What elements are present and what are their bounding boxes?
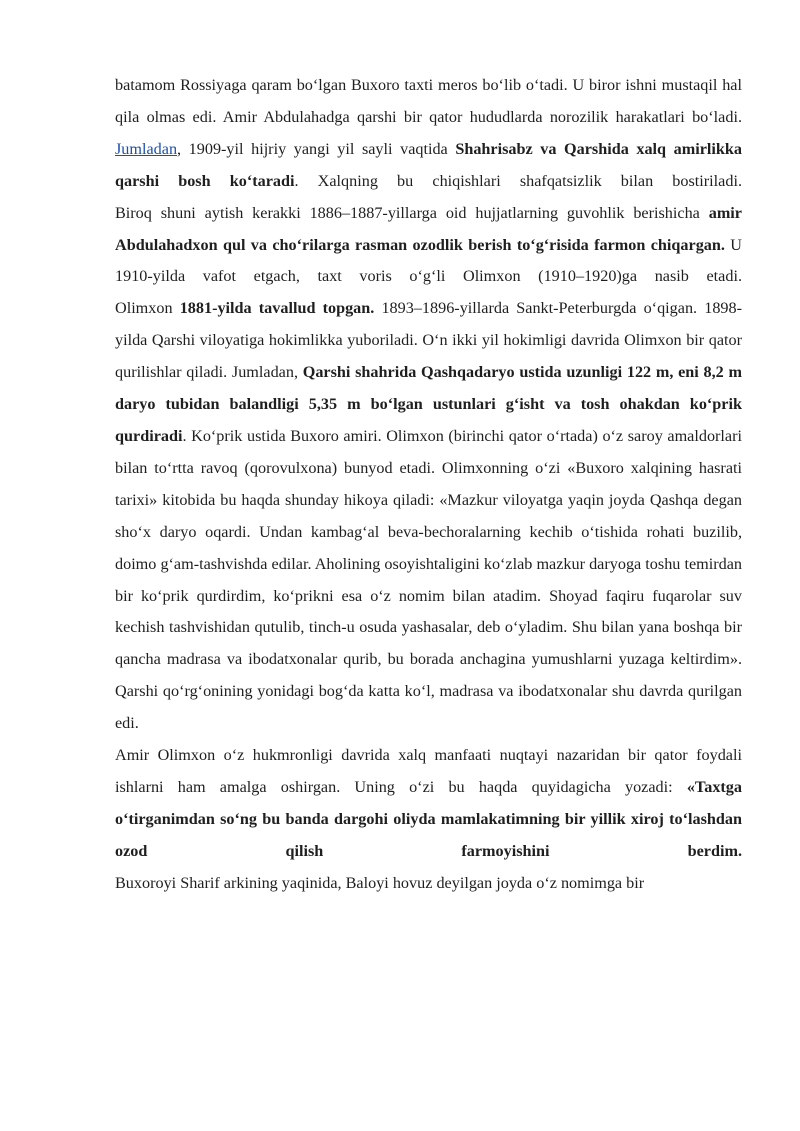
text-run: Amir Olimxon oʻz hukmronligi davrida xalq manfaati nuqtayi nazaridan bir qator foydali ishlarni ham amalga oshirgan. Uning oʻzi bu haqda quyidagicha yozadi: [115, 746, 742, 796]
bold-text: 1881-yilda tavallud topgan. [179, 299, 375, 318]
text-run: Buxoroyi Sharif arkining yaqinida, Baloyi hovuz deyilgan joyda oʻz nomimga bir [115, 873, 645, 892]
text-run: . Koʻprik ustida Buxoro amiri. Olimxon (birinchi qator oʻrtada) oʻz saroy amaldorlari bilan toʻrtta ravoq (qorovulxona) bunyod etadi. Olimxonning oʻzi «Buxoro xalqining hasrati tarixi» kitobida bu haqda shunday hikoya qiladi: «Mazkur viloyatga yaqin joyda Qashqa degan shoʻx daryo oqardi. Undan kambagʻal beva-bechoralarning kechib oʻtishida rohati buzilib, doimo gʻam-tashvishda edilar. Aholining osoyishtaligini koʻzlab mazkur daryoga toshu temirdan bir koʻprik qurdirdim, koʻprikni esa oʻz nomim bilan atadim. Shoyad faqiru fuqarolar suv kechish tashvishidan qutulib, tinch-u osuda yashasalar, deb oʻyladim. Shu bilan yana boshqa bir qancha madrasa va ibodatxonalar qurib, bu borada anchagina yumushlarni yuzaga keltirdim». Qarshi qoʻrgʻonining yonidagi bogʻda katta koʻl, madrasa va ibodatxonalar shu davrda qurilgan edi. [115, 426, 742, 733]
paragraph-1 [115, 70, 742, 198]
bold-text: amir Abdulahadxon qul va choʻrilarga rasman ozodlik berish toʻgʻrisida farmon chiqargan. [115, 203, 742, 254]
paragraph-5 [115, 868, 742, 900]
text-run: . Xalqning bu chiqishlari shafqatsizlik bilan bostiriladi. [294, 171, 742, 190]
text-run: Biroq shuni aytish kerakki 1886–1887-yillarga oid hujjatlarning guvohlik berishicha [115, 203, 709, 222]
bold-text: Shahrisabz va Qarshida xalq amirlikka qarshi bosh koʻtaradi [115, 139, 742, 190]
text-run: , 1909-yil hijriy yangi yil sayli vaqtida [177, 139, 456, 158]
text-run: 1893–1896-yillarda Sankt-Peterburgda oʻqigan. 1898-yilda Qarshi viloyatiga hokimlikka yuboriladi. Oʻn ikki yil hokimligi davrida Olimxon bir qator qurilishlar qiladi. Jumladan, [115, 299, 742, 382]
paragraph-2 [115, 198, 742, 294]
text-run: batamom Rossiyaga qaram boʻlgan Buxoro taxti meros boʻlib oʻtadi. U biror ishni mustaqil hal qila olmas edi. Amir Abdulahadga qarshi bir qator hududlarda norozilik harakatlari boʻladi. [115, 76, 742, 126]
text-run: Olimxon [115, 299, 180, 318]
bold-text: «Taxtga oʻtirganimdan soʻng bu banda dargohi oliyda mamlakatimning bir yillik xiroj toʻlashdan ozod qilish farmoyishini berdim. [115, 777, 742, 860]
paragraph-3 [115, 293, 742, 740]
document-body [115, 70, 742, 900]
hyperlink[interactable]: Jumladan [115, 139, 178, 158]
paragraph-4 [115, 740, 742, 868]
document-page [115, 70, 742, 900]
bold-text: Qarshi shahrida Qashqadaryo ustida uzunligi 122 m, eni 8,2 m daryo tubidan balandligi 5,35 m boʻlgan ustunlari gʻisht va tosh ohakdan koʻprik qurdiradi [115, 363, 742, 445]
text-run: U 1910-yilda vafot etgach, taxt voris oʻgʻli Olimxon (1910–1920)ga nasib etadi. [115, 235, 742, 286]
